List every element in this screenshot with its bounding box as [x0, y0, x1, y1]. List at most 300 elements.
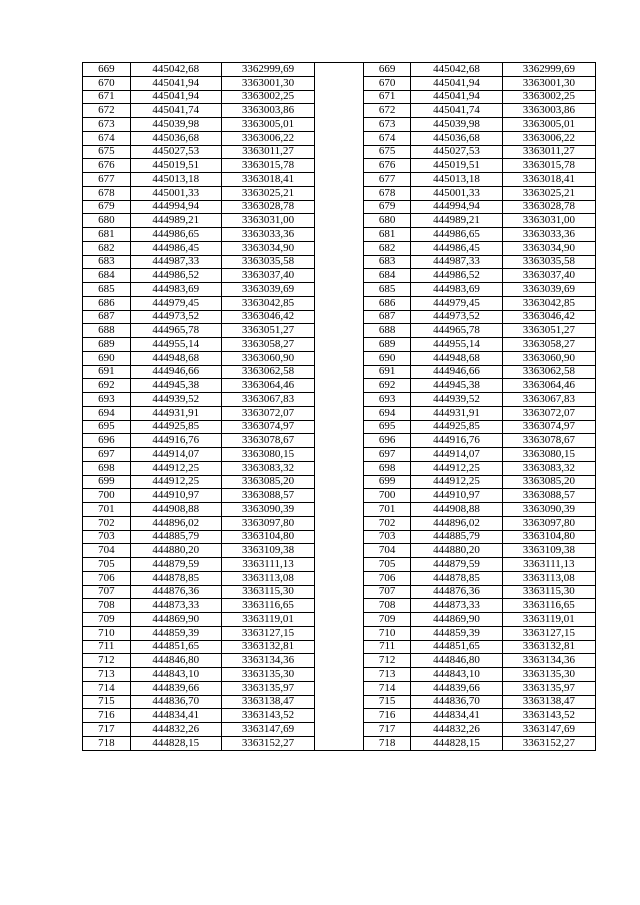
point-number-cell: 700 [83, 489, 131, 503]
y-coordinate-cell: 3363011,27 [221, 145, 314, 159]
y-coordinate-cell: 3363046,42 [502, 310, 595, 324]
x-coordinate-cell: 444885,79 [411, 530, 502, 544]
point-number-cell: 672 [83, 104, 131, 118]
x-coordinate-cell: 444989,21 [130, 214, 221, 228]
point-number-cell: 699 [363, 475, 411, 489]
y-coordinate-cell: 3363127,15 [502, 626, 595, 640]
x-coordinate-cell: 445041,94 [411, 76, 502, 90]
x-coordinate-cell: 444925,85 [130, 420, 221, 434]
table-row [83, 544, 596, 558]
x-coordinate-cell: 445041,94 [411, 90, 502, 104]
point-number-cell: 700 [363, 489, 411, 503]
table-row [83, 640, 596, 654]
column-gap [315, 351, 364, 365]
y-coordinate-cell: 3363051,27 [221, 324, 314, 338]
y-coordinate-cell: 3363037,40 [502, 269, 595, 283]
column-gap [315, 283, 364, 297]
column-gap [315, 530, 364, 544]
y-coordinate-cell: 3363031,00 [502, 214, 595, 228]
table-row [83, 214, 596, 228]
x-coordinate-cell: 445013,18 [130, 173, 221, 187]
x-coordinate-cell: 444880,20 [130, 544, 221, 558]
table-row [83, 613, 596, 627]
point-number-cell: 713 [83, 668, 131, 682]
table-row [83, 709, 596, 723]
y-coordinate-cell: 3363015,78 [502, 159, 595, 173]
column-gap [315, 324, 364, 338]
x-coordinate-cell: 444914,07 [411, 448, 502, 462]
y-coordinate-cell: 3363001,30 [221, 76, 314, 90]
column-gap [315, 131, 364, 145]
column-gap [315, 489, 364, 503]
y-coordinate-cell: 3363135,30 [221, 668, 314, 682]
table-row [83, 393, 596, 407]
y-coordinate-cell: 3363028,78 [502, 200, 595, 214]
point-number-cell: 708 [363, 599, 411, 613]
column-gap [315, 393, 364, 407]
y-coordinate-cell: 3363058,27 [221, 338, 314, 352]
table-row [83, 420, 596, 434]
y-coordinate-cell: 3363074,97 [502, 420, 595, 434]
column-gap [315, 379, 364, 393]
x-coordinate-cell: 444989,21 [411, 214, 502, 228]
x-coordinate-cell: 444879,59 [130, 558, 221, 572]
x-coordinate-cell: 444979,45 [130, 296, 221, 310]
point-number-cell: 669 [83, 63, 131, 77]
point-number-cell: 715 [83, 695, 131, 709]
point-number-cell: 705 [363, 558, 411, 572]
y-coordinate-cell: 3363060,90 [502, 351, 595, 365]
column-gap [315, 516, 364, 530]
column-gap [315, 461, 364, 475]
table-row [83, 159, 596, 173]
x-coordinate-cell: 445036,68 [411, 131, 502, 145]
table-row [83, 599, 596, 613]
x-coordinate-cell: 445013,18 [411, 173, 502, 187]
y-coordinate-cell: 3363037,40 [221, 269, 314, 283]
x-coordinate-cell: 444939,52 [411, 393, 502, 407]
column-gap [315, 214, 364, 228]
table-row [83, 200, 596, 214]
x-coordinate-cell: 444880,20 [411, 544, 502, 558]
y-coordinate-cell: 3363067,83 [221, 393, 314, 407]
y-coordinate-cell: 3363138,47 [221, 695, 314, 709]
x-coordinate-cell: 445039,98 [411, 118, 502, 132]
point-number-cell: 674 [363, 131, 411, 145]
point-number-cell: 675 [363, 145, 411, 159]
column-gap [315, 118, 364, 132]
x-coordinate-cell: 444873,33 [130, 599, 221, 613]
x-coordinate-cell: 444836,70 [411, 695, 502, 709]
column-gap [315, 503, 364, 517]
point-number-cell: 707 [83, 585, 131, 599]
y-coordinate-cell: 3363134,36 [221, 654, 314, 668]
point-number-cell: 708 [83, 599, 131, 613]
table-row [83, 351, 596, 365]
y-coordinate-cell: 3363001,30 [502, 76, 595, 90]
x-coordinate-cell: 444983,69 [411, 283, 502, 297]
column-gap [315, 145, 364, 159]
x-coordinate-cell: 444910,97 [130, 489, 221, 503]
column-gap [315, 90, 364, 104]
column-gap [315, 626, 364, 640]
x-coordinate-cell: 444834,41 [411, 709, 502, 723]
table-row [83, 283, 596, 297]
point-number-cell: 697 [363, 448, 411, 462]
point-number-cell: 677 [363, 173, 411, 187]
y-coordinate-cell: 3363127,15 [221, 626, 314, 640]
point-number-cell: 682 [363, 241, 411, 255]
point-number-cell: 679 [83, 200, 131, 214]
y-coordinate-cell: 3363064,46 [221, 379, 314, 393]
table-row [83, 296, 596, 310]
point-number-cell: 710 [363, 626, 411, 640]
coordinates-table [82, 62, 596, 751]
table-row [83, 654, 596, 668]
y-coordinate-cell: 3363034,90 [221, 241, 314, 255]
point-number-cell: 673 [83, 118, 131, 132]
y-coordinate-cell: 3363064,46 [502, 379, 595, 393]
x-coordinate-cell: 444851,65 [130, 640, 221, 654]
y-coordinate-cell: 3363006,22 [221, 131, 314, 145]
point-number-cell: 702 [363, 516, 411, 530]
x-coordinate-cell: 444931,91 [411, 406, 502, 420]
point-number-cell: 707 [363, 585, 411, 599]
x-coordinate-cell: 445036,68 [130, 131, 221, 145]
column-gap [315, 200, 364, 214]
column-gap [315, 310, 364, 324]
table-row [83, 324, 596, 338]
y-coordinate-cell: 3363062,58 [502, 365, 595, 379]
point-number-cell: 684 [363, 269, 411, 283]
point-number-cell: 716 [83, 709, 131, 723]
point-number-cell: 675 [83, 145, 131, 159]
y-coordinate-cell: 3363088,57 [502, 489, 595, 503]
point-number-cell: 678 [83, 186, 131, 200]
table-row [83, 255, 596, 269]
table-row [83, 434, 596, 448]
y-coordinate-cell: 3363015,78 [221, 159, 314, 173]
point-number-cell: 716 [363, 709, 411, 723]
x-coordinate-cell: 444859,39 [411, 626, 502, 640]
x-coordinate-cell: 444986,45 [130, 241, 221, 255]
table-row [83, 365, 596, 379]
point-number-cell: 718 [83, 736, 131, 750]
point-number-cell: 699 [83, 475, 131, 489]
point-number-cell: 681 [363, 228, 411, 242]
point-number-cell: 670 [363, 76, 411, 90]
column-gap [315, 420, 364, 434]
x-coordinate-cell: 444896,02 [411, 516, 502, 530]
point-number-cell: 686 [83, 296, 131, 310]
point-number-cell: 693 [83, 393, 131, 407]
table-row [83, 310, 596, 324]
x-coordinate-cell: 444896,02 [130, 516, 221, 530]
table-row [83, 338, 596, 352]
point-number-cell: 690 [363, 351, 411, 365]
x-coordinate-cell: 444908,88 [411, 503, 502, 517]
point-number-cell: 680 [83, 214, 131, 228]
y-coordinate-cell: 3363135,97 [502, 681, 595, 695]
point-number-cell: 694 [83, 406, 131, 420]
x-coordinate-cell: 445041,94 [130, 76, 221, 90]
point-number-cell: 692 [363, 379, 411, 393]
y-coordinate-cell: 3363147,69 [221, 723, 314, 737]
x-coordinate-cell: 444828,15 [411, 736, 502, 750]
table-row [83, 118, 596, 132]
x-coordinate-cell: 444869,90 [411, 613, 502, 627]
y-coordinate-cell: 3363083,32 [502, 461, 595, 475]
x-coordinate-cell: 444912,25 [130, 475, 221, 489]
y-coordinate-cell: 3363018,41 [502, 173, 595, 187]
table-row [83, 406, 596, 420]
y-coordinate-cell: 3363134,36 [502, 654, 595, 668]
x-coordinate-cell: 445042,68 [411, 63, 502, 77]
y-coordinate-cell: 3363119,01 [221, 613, 314, 627]
point-number-cell: 676 [363, 159, 411, 173]
point-number-cell: 712 [83, 654, 131, 668]
point-number-cell: 684 [83, 269, 131, 283]
point-number-cell: 682 [83, 241, 131, 255]
column-gap [315, 736, 364, 750]
point-number-cell: 702 [83, 516, 131, 530]
point-number-cell: 698 [363, 461, 411, 475]
table-row [83, 723, 596, 737]
point-number-cell: 685 [363, 283, 411, 297]
column-gap [315, 173, 364, 187]
table-row [83, 681, 596, 695]
point-number-cell: 711 [363, 640, 411, 654]
x-coordinate-cell: 444946,66 [411, 365, 502, 379]
x-coordinate-cell: 444878,85 [411, 571, 502, 585]
x-coordinate-cell: 444979,45 [411, 296, 502, 310]
y-coordinate-cell: 3363005,01 [221, 118, 314, 132]
table-row [83, 626, 596, 640]
table-row [83, 104, 596, 118]
point-number-cell: 695 [83, 420, 131, 434]
y-coordinate-cell: 3363058,27 [502, 338, 595, 352]
point-number-cell: 688 [83, 324, 131, 338]
y-coordinate-cell: 3363018,41 [221, 173, 314, 187]
column-gap [315, 599, 364, 613]
y-coordinate-cell: 3363025,21 [221, 186, 314, 200]
x-coordinate-cell: 445041,74 [411, 104, 502, 118]
y-coordinate-cell: 3363072,07 [221, 406, 314, 420]
table-row [83, 516, 596, 530]
point-number-cell: 681 [83, 228, 131, 242]
column-gap [315, 571, 364, 585]
x-coordinate-cell: 444879,59 [411, 558, 502, 572]
column-gap [315, 159, 364, 173]
y-coordinate-cell: 3363060,90 [221, 351, 314, 365]
column-gap [315, 338, 364, 352]
y-coordinate-cell: 3363116,65 [221, 599, 314, 613]
point-number-cell: 673 [363, 118, 411, 132]
x-coordinate-cell: 444912,25 [411, 461, 502, 475]
table-row [83, 145, 596, 159]
x-coordinate-cell: 444965,78 [130, 324, 221, 338]
point-number-cell: 671 [363, 90, 411, 104]
point-number-cell: 688 [363, 324, 411, 338]
x-coordinate-cell: 444955,14 [411, 338, 502, 352]
y-coordinate-cell: 3363080,15 [221, 448, 314, 462]
point-number-cell: 710 [83, 626, 131, 640]
column-gap [315, 613, 364, 627]
point-number-cell: 695 [363, 420, 411, 434]
y-coordinate-cell: 3363034,90 [502, 241, 595, 255]
point-number-cell: 677 [83, 173, 131, 187]
y-coordinate-cell: 3363078,67 [221, 434, 314, 448]
point-number-cell: 691 [363, 365, 411, 379]
x-coordinate-cell: 444973,52 [411, 310, 502, 324]
y-coordinate-cell: 3363042,85 [221, 296, 314, 310]
point-number-cell: 669 [363, 63, 411, 77]
point-number-cell: 696 [83, 434, 131, 448]
point-number-cell: 715 [363, 695, 411, 709]
point-number-cell: 706 [363, 571, 411, 585]
x-coordinate-cell: 444843,10 [130, 668, 221, 682]
point-number-cell: 690 [83, 351, 131, 365]
point-number-cell: 712 [363, 654, 411, 668]
y-coordinate-cell: 3363088,57 [221, 489, 314, 503]
x-coordinate-cell: 444834,41 [130, 709, 221, 723]
y-coordinate-cell: 3363111,13 [502, 558, 595, 572]
x-coordinate-cell: 444945,38 [130, 379, 221, 393]
y-coordinate-cell: 3363039,69 [221, 283, 314, 297]
y-coordinate-cell: 3363006,22 [502, 131, 595, 145]
point-number-cell: 685 [83, 283, 131, 297]
y-coordinate-cell: 3362999,69 [221, 63, 314, 77]
x-coordinate-cell: 444948,68 [130, 351, 221, 365]
x-coordinate-cell: 444994,94 [411, 200, 502, 214]
x-coordinate-cell: 444983,69 [130, 283, 221, 297]
point-number-cell: 687 [83, 310, 131, 324]
table-row [83, 131, 596, 145]
x-coordinate-cell: 444846,80 [130, 654, 221, 668]
x-coordinate-cell: 444851,65 [411, 640, 502, 654]
y-coordinate-cell: 3363116,65 [502, 599, 595, 613]
x-coordinate-cell: 444986,52 [411, 269, 502, 283]
y-coordinate-cell: 3363143,52 [502, 709, 595, 723]
x-coordinate-cell: 444948,68 [411, 351, 502, 365]
y-coordinate-cell: 3363051,27 [502, 324, 595, 338]
table-row [83, 90, 596, 104]
point-number-cell: 679 [363, 200, 411, 214]
point-number-cell: 704 [83, 544, 131, 558]
x-coordinate-cell: 444876,36 [411, 585, 502, 599]
point-number-cell: 691 [83, 365, 131, 379]
y-coordinate-cell: 3363062,58 [221, 365, 314, 379]
y-coordinate-cell: 3363035,58 [221, 255, 314, 269]
x-coordinate-cell: 445019,51 [411, 159, 502, 173]
point-number-cell: 693 [363, 393, 411, 407]
column-gap [315, 640, 364, 654]
x-coordinate-cell: 444878,85 [130, 571, 221, 585]
x-coordinate-cell: 444916,76 [411, 434, 502, 448]
x-coordinate-cell: 444876,36 [130, 585, 221, 599]
x-coordinate-cell: 444955,14 [130, 338, 221, 352]
column-gap [315, 76, 364, 90]
point-number-cell: 676 [83, 159, 131, 173]
y-coordinate-cell: 3363135,30 [502, 668, 595, 682]
x-coordinate-cell: 444846,80 [411, 654, 502, 668]
x-coordinate-cell: 445001,33 [411, 186, 502, 200]
y-coordinate-cell: 3363035,58 [502, 255, 595, 269]
y-coordinate-cell: 3363083,32 [221, 461, 314, 475]
y-coordinate-cell: 3363003,86 [502, 104, 595, 118]
column-gap [315, 668, 364, 682]
x-coordinate-cell: 445041,74 [130, 104, 221, 118]
column-gap [315, 558, 364, 572]
point-number-cell: 674 [83, 131, 131, 145]
y-coordinate-cell: 3363097,80 [502, 516, 595, 530]
point-number-cell: 692 [83, 379, 131, 393]
x-coordinate-cell: 444832,26 [130, 723, 221, 737]
x-coordinate-cell: 445027,53 [411, 145, 502, 159]
point-number-cell: 709 [363, 613, 411, 627]
table-row [83, 186, 596, 200]
y-coordinate-cell: 3363046,42 [221, 310, 314, 324]
column-gap [315, 544, 364, 558]
y-coordinate-cell: 3363104,80 [221, 530, 314, 544]
y-coordinate-cell: 3363113,08 [221, 571, 314, 585]
point-number-cell: 683 [363, 255, 411, 269]
x-coordinate-cell: 444885,79 [130, 530, 221, 544]
y-coordinate-cell: 3363002,25 [502, 90, 595, 104]
table-row [83, 489, 596, 503]
y-coordinate-cell: 3363104,80 [502, 530, 595, 544]
point-number-cell: 717 [83, 723, 131, 737]
coordinates-table-body [83, 63, 596, 751]
point-number-cell: 698 [83, 461, 131, 475]
point-number-cell: 678 [363, 186, 411, 200]
x-coordinate-cell: 444828,15 [130, 736, 221, 750]
x-coordinate-cell: 444931,91 [130, 406, 221, 420]
y-coordinate-cell: 3363028,78 [221, 200, 314, 214]
y-coordinate-cell: 3363115,30 [221, 585, 314, 599]
column-gap [315, 186, 364, 200]
column-gap [315, 654, 364, 668]
column-gap [315, 448, 364, 462]
column-gap [315, 709, 364, 723]
y-coordinate-cell: 3363080,15 [502, 448, 595, 462]
x-coordinate-cell: 444925,85 [411, 420, 502, 434]
x-coordinate-cell: 444912,25 [130, 461, 221, 475]
point-number-cell: 680 [363, 214, 411, 228]
point-number-cell: 713 [363, 668, 411, 682]
x-coordinate-cell: 444859,39 [130, 626, 221, 640]
column-gap [315, 585, 364, 599]
point-number-cell: 714 [83, 681, 131, 695]
y-coordinate-cell: 3363138,47 [502, 695, 595, 709]
point-number-cell: 709 [83, 613, 131, 627]
column-gap [315, 296, 364, 310]
column-gap [315, 228, 364, 242]
y-coordinate-cell: 3363152,27 [221, 736, 314, 750]
y-coordinate-cell: 3363072,07 [502, 406, 595, 420]
y-coordinate-cell: 3363042,85 [502, 296, 595, 310]
x-coordinate-cell: 444986,65 [411, 228, 502, 242]
x-coordinate-cell: 444987,33 [130, 255, 221, 269]
point-number-cell: 714 [363, 681, 411, 695]
point-number-cell: 689 [363, 338, 411, 352]
column-gap [315, 695, 364, 709]
column-gap [315, 365, 364, 379]
point-number-cell: 718 [363, 736, 411, 750]
table-row [83, 503, 596, 517]
x-coordinate-cell: 444986,65 [130, 228, 221, 242]
y-coordinate-cell: 3363147,69 [502, 723, 595, 737]
